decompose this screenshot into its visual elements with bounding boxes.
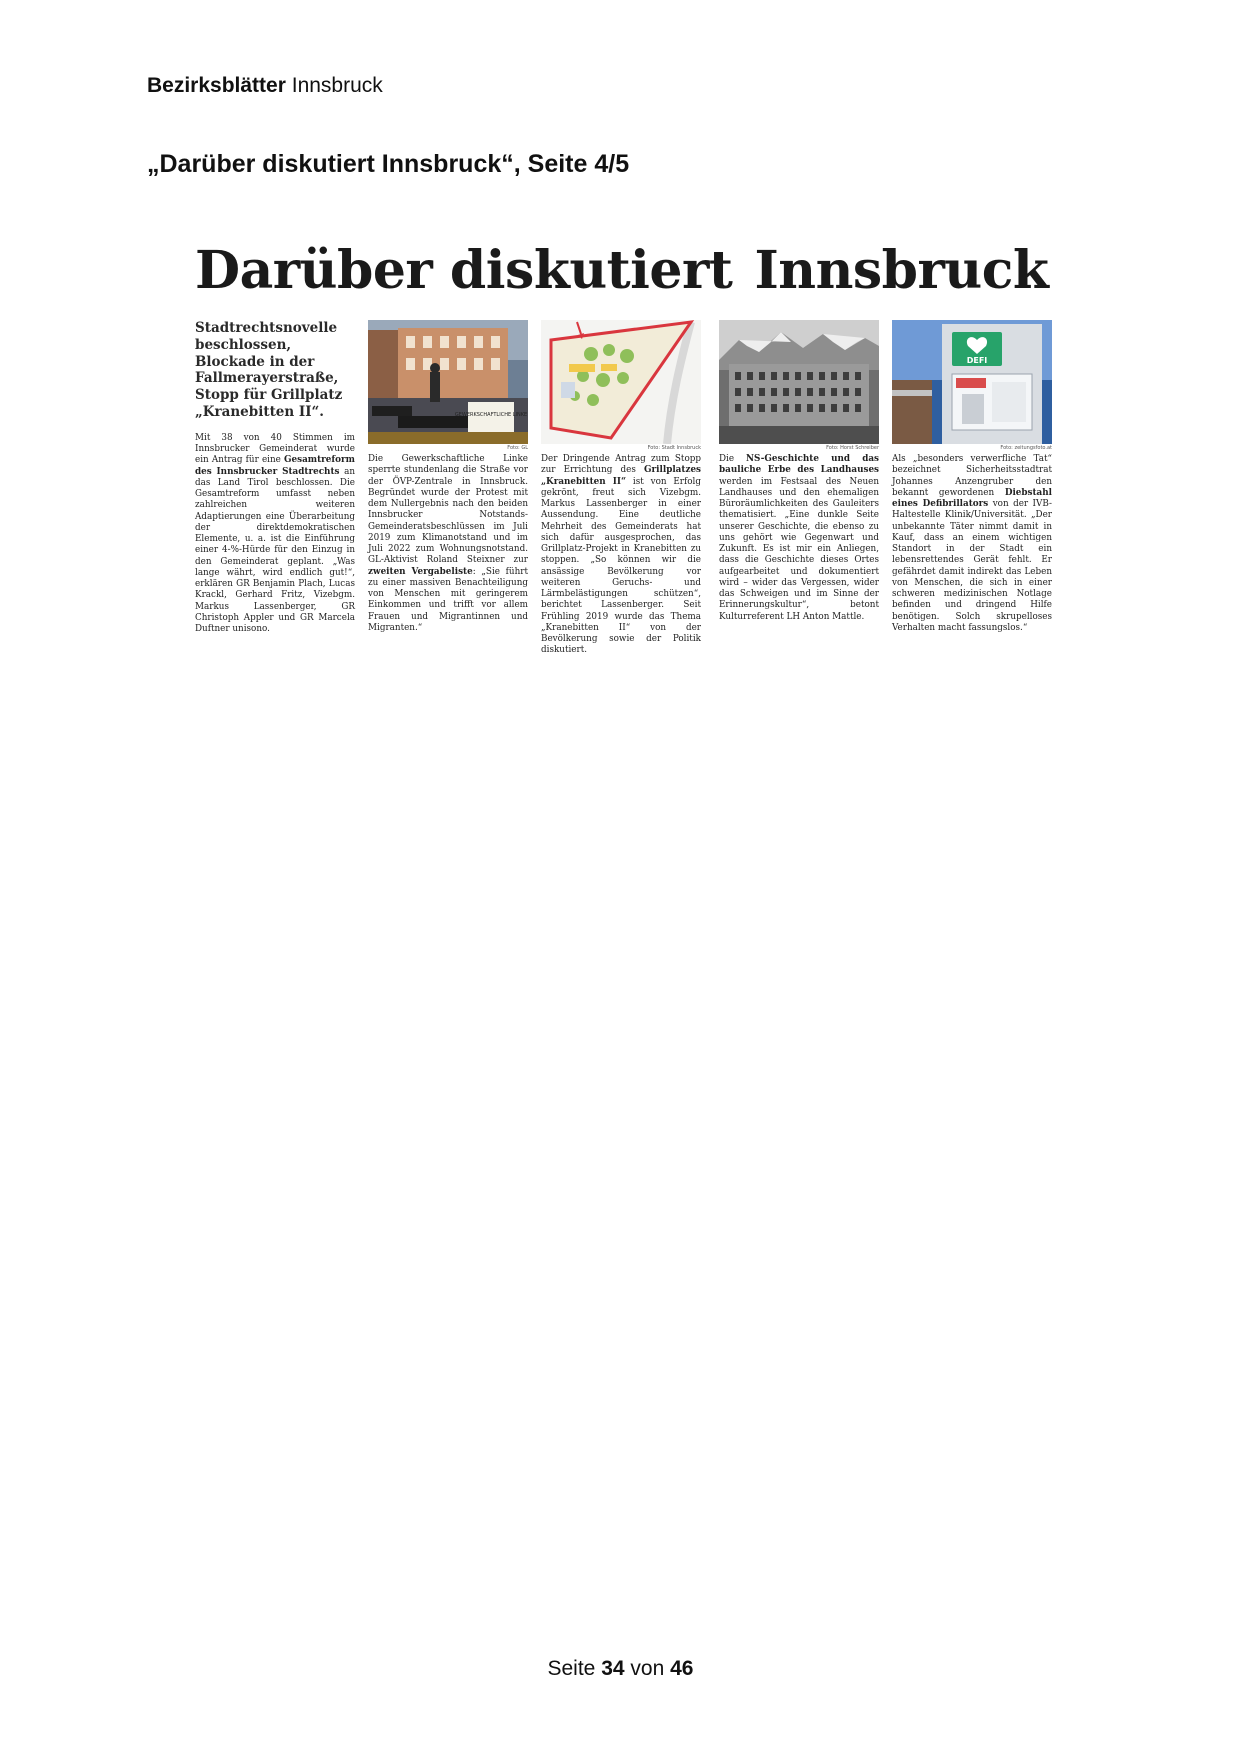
column-4-highlight: NS-Geschichte und das bauliche Erbe des Landhauses xyxy=(719,454,879,476)
column-1-text-part: Mit 38 von 40 Stimmen im Innsbrucker Gemeinderat wurde ein Antrag für eine xyxy=(195,432,355,466)
column-3-text xyxy=(541,454,701,657)
newspaper-clipping xyxy=(195,240,1055,680)
column-5-highlight: Diebstahl eines Defibrillators xyxy=(892,487,1052,509)
article-column-4 xyxy=(719,320,879,623)
column-1-highlight: Gesamtreform des Innsbrucker Stadtrechts xyxy=(195,455,355,477)
photo-credit: Foto: Stadt Innsbruck xyxy=(647,445,701,451)
column-4-text xyxy=(719,454,879,623)
footer-middle: von xyxy=(630,1657,665,1680)
publication-name: Bezirksblätter xyxy=(147,74,286,97)
article-column-2 xyxy=(368,320,528,634)
column-5-text-part: von der IVB-Haltestelle Klinik/Universität. „Der unbekannte Täter nimmt damit in Kauf, dass an einem wichtigen Standort in der Stadt ein lebensrettendes Gerät fehlt. Er gefährdet damit indirekt das Leben von Menschen, die sich in einer schweren medizinischen Notlage befinden und dringend Hilfe benötigen. Solch skrupelloses Verhalten macht fassungslos.“ xyxy=(892,499,1052,633)
column-3-text-part: ist von Erfolg gekrönt, freut sich Vizebgm. Markus Lassenberger in einer Aussendung. Eine deutliche Mehrheit des Gemeinderats hat sich dafür ausgesprochen, das Grillplatz-Projekt in Kranebitten zu stoppen. „So können wir die ansässige Bevölkerung vor weiteren Geruchs- und Lärmbelästigungen schützen“, berichtet Lassenberger. Seit Frühling 2019 wurde das Thema „Kranebitten II“ von der Bevölkerung sowie der Politik diskutiert. xyxy=(541,476,701,656)
photo-credit: Foto: zeitungsfoto.at xyxy=(1000,445,1052,451)
site-map-image xyxy=(541,320,701,444)
publication-header xyxy=(147,74,383,98)
column-2-text-part: : „Sie führt zu einer massiven Benachteiligung von Menschen mit geringerem Einkommen und trifft vor allem Frauen und Migrantinnen und Migranten.“ xyxy=(368,566,528,633)
section-title: „Darüber diskutiert Innsbruck“, Seite 4/5 xyxy=(147,150,630,178)
publication-city: Innsbruck xyxy=(291,74,383,97)
protest-sign-text: GEWERKSCHAFTLICHE LINKE xyxy=(454,412,528,418)
headline-part-2: Innsbruck xyxy=(754,240,1049,301)
total-page-count: 46 xyxy=(670,1657,694,1680)
column-2-text-part: Die Gewerkschaftliche Linke sperrte stundenlang die Straße vor der ÖVP-Zentrale in Innsbruck. Begründet wurde der Protest mit dem Nullergebnis nach den beiden Innsbrucker Notstands-Gemeinderatsbeschlüssen im Juli 2019 zum Klimanotstand und im Juli 2022 zum Wohnungsnotstand. GL-Aktivist Roland Steixner zur xyxy=(368,454,528,566)
defi-label: DEFI xyxy=(966,356,988,365)
landhaus-photo xyxy=(719,320,879,444)
article-column-1 xyxy=(195,320,355,635)
column-3-text-part: Der Dringende Antrag zum Stopp zur Errichtung des xyxy=(541,454,701,476)
photo-credit: Foto: GL xyxy=(507,445,528,451)
column-2-highlight: zweiten Vergabeliste xyxy=(368,566,473,577)
column-4-text-part: werden im Festsaal des Neuen Landhauses und den ehemaligen Büroräumlichkeiten des Gauleiters thematisiert. „Eine dunkle Seite unserer Geschichte, die ebenso zu uns gehört wie Gegenwart und Zukunft. Es ist mir ein Anliegen, dass die Geschichte dieses Ortes aufgearbeitet und dokumentiert wird – wider das Vergessen, wider das Schweigen und im Sinne der Erinnerungskultur“, betont Kulturreferent LH Anton Mattle. xyxy=(719,476,879,622)
page-footer xyxy=(0,1657,1241,1681)
current-page-number: 34 xyxy=(601,1657,625,1680)
headline-part-1: Darüber diskutiert xyxy=(195,240,733,301)
column-5-text-part: Als „besonders verwerfliche Tat“ bezeichnet Sicherheitsstadtrat Johannes Anzengruber den bekannt gewordenen xyxy=(892,454,1052,498)
protest-photo xyxy=(368,320,528,444)
column-3-highlight: Grillplatzes „Kranebitten II“ xyxy=(541,465,701,487)
column-1-text xyxy=(195,433,355,636)
column-1-text-part: an das Land Tirol beschlossen. Die Gesamtreform umfasst neben zahlreichen weiteren Adaptierungen eine Überarbeitung der direktdemokratischen Elemente, u. a. ist die Einführung einer 4-%-Hürde für den Einzug in den Gemeinderat geplant. „Was lange währt, wird endlich gut!“, erklären GR Benjamin Plach, Lucas Krackl, Gerhard Fritz, Vizebgm. Markus Lassenberger, GR Christoph Appler und GR Marcela Duftner unisono. xyxy=(195,466,355,635)
article-headline xyxy=(195,240,1055,302)
article-lead: Stadtrechtsnovelle beschlossen, Blockade in der Fallmerayerstraße, Stopp für Grillplatz „Kranebitten II“. xyxy=(195,320,343,420)
photo-credit: Foto: Horst Schreiber xyxy=(826,445,879,451)
article-column-3 xyxy=(541,320,701,657)
column-5-text xyxy=(892,454,1052,634)
column-4-text-part: Die xyxy=(719,454,746,464)
article-column-5 xyxy=(892,320,1052,634)
defibrillator-photo xyxy=(892,320,1052,444)
column-2-text xyxy=(368,454,528,634)
footer-prefix: Seite xyxy=(547,1657,596,1680)
